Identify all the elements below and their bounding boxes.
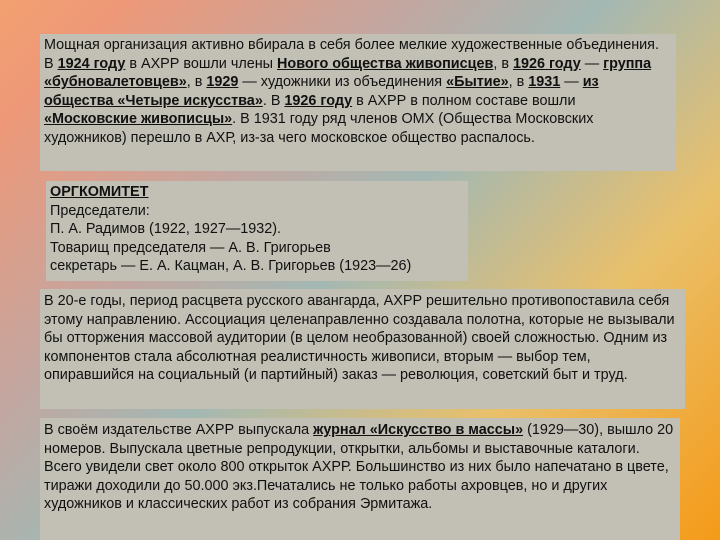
link-1929[interactable]: 1929 [206,74,239,91]
text: — [560,74,583,91]
link-bubnovalet-group[interactable]: группа «бубновалетовцев» [44,55,652,91]
text-block-publishing [40,418,680,540]
link-art-to-masses-magazine[interactable]: журнал «Искусство в массы» [313,422,524,438]
text: Мощная организация активно вбирала в себя более мелкие художественные объединения. В [44,37,659,72]
text: , в [508,74,529,91]
paragraph-organization [44,36,672,148]
paragraph-avant-garde: В 20-е годы, период расцвета русского авангарда, АХРР решительно противопоставила себя этому направлению. Ассоциация целенаправленно создавала полотна, которые не вызывали бы отторжения массовой аудитории (в целом необразованной) своей сложностью. Одним из компонентов стала абсолютная реалистичность живописи, вторым — выбор тем, опиравшийся на социальный (и партийный) заказ — революция, советский быт и труд. [44,293,675,384]
text: . В [262,92,285,109]
text: — художники из объединения [238,74,447,91]
paragraph-publishing [44,421,676,514]
text: — [580,55,604,72]
text: в АХРР в полном составе вошли [352,92,576,109]
link-1924[interactable]: 1924 году [57,55,126,72]
text: в АХРР вошли члены [125,55,278,72]
link-1926-second[interactable]: 1926 году [284,92,353,109]
text-block-organization [40,34,676,171]
text: , в [186,74,207,91]
link-bytie[interactable]: «Бытие» [446,74,509,91]
text-block-avant-garde [40,289,685,409]
link-four-arts[interactable]: из общества «Четыре искусства» [44,74,599,109]
link-new-society-painters[interactable]: Нового общества живописцев [277,55,494,72]
text: В своём издательстве АХРР выпускала [44,422,314,438]
text: . В 1931 году ряд членов ОМХ (Общества Московских художников) перешло в АХР, из-за чего московское общество распалось. [44,111,594,146]
link-moscow-painters[interactable]: «Московские живописцы» [44,111,233,128]
committee-deputy: Товарищ председателя — А. В. Григорьев [50,239,331,256]
committee-chair: П. А. Радимов (1922, 1927—1932). [50,221,282,238]
link-1926[interactable]: 1926 году [512,55,581,72]
committee-chairs-label: Председатели: [50,202,150,219]
committee-secretary: секретарь — Е. А. Кацман, А. В. Григорьев (1923—26) [50,258,412,275]
text: , в [493,55,513,72]
text: (1929—30), вышло 20 номеров. Выпускала цветные репродукции, открытки, альбомы и выставочные каталоги. Всего увидели свет около 800 открыток АХРР. Большинство из них было напечатано в цвете, тиражи доходили до 50.000 экз.Печатались не только работы ахровцев, но и других художников и классических работ из собрания Эрмитажа. [44,422,674,513]
committee-title[interactable]: ОРГКОМИТЕТ [50,184,149,200]
link-1931[interactable]: 1931 [528,74,561,91]
text-block-committee [46,181,468,281]
